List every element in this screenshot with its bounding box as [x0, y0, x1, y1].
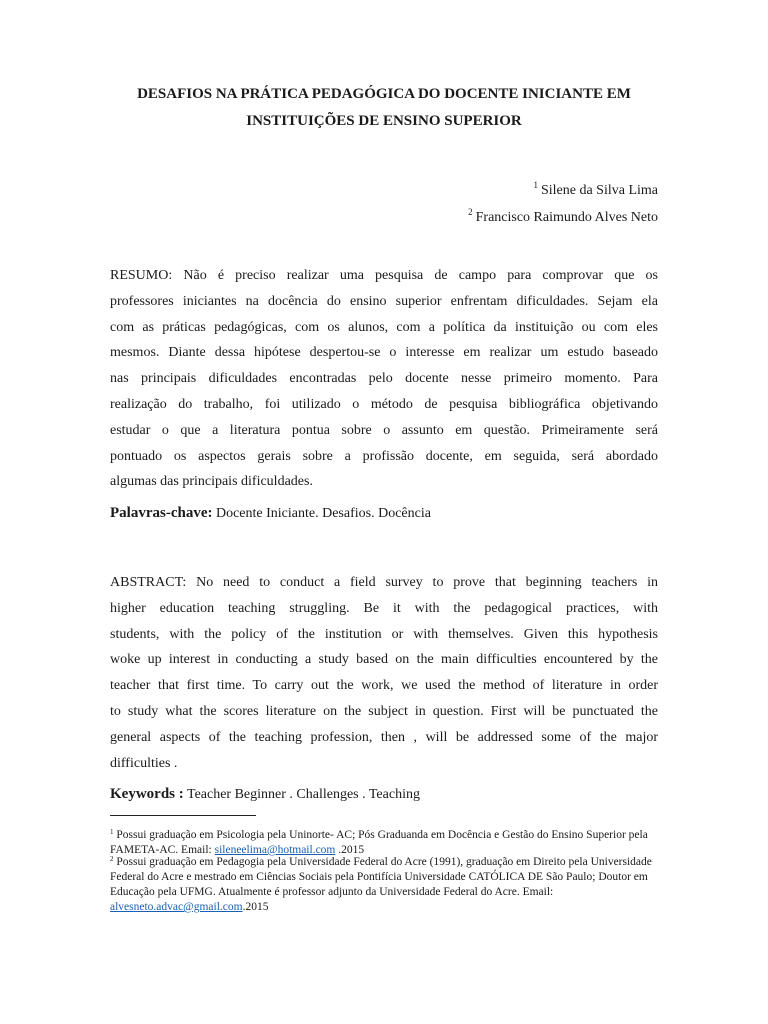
author-1-name: Silene da Silva Lima: [540, 183, 658, 198]
keywords-text: Teacher Beginner . Challenges . Teaching: [183, 787, 420, 802]
footnote-1-email-link[interactable]: sileneelima@hotmail.com: [214, 844, 336, 856]
footnote-2: [110, 852, 658, 915]
footnote-2-mark: 2: [110, 855, 114, 863]
title-line-2: INSTITUIÇÕES DE ENSINO SUPERIOR: [246, 113, 522, 129]
abstract-line: students, with the policy of the institution or with themselves. Given this hypothesis: [110, 626, 658, 642]
footnote-1-year: .2015: [335, 844, 365, 856]
keywords-label: Keywords :: [110, 786, 184, 802]
palavras-chave: [110, 505, 658, 522]
resumo-line: realização do trabalho, foi utilizado o método de pesquisa bibliográfica objetivando: [110, 396, 658, 412]
abstract-line: woke up interest in conducting a study based on the main difficulties encountered by the: [110, 652, 658, 668]
abstract-line: general aspects of the teaching profession, then , will be addressed some of the major: [110, 729, 658, 745]
footnote-divider: [110, 815, 256, 816]
palavras-chave-label: Palavras-chave:: [110, 505, 213, 521]
author-2-name: Francisco Raimundo Alves Neto: [475, 210, 658, 225]
footnote-1-mark: 1: [110, 828, 114, 836]
author-1-mark: 1: [533, 180, 538, 190]
resumo-line: com as práticas pedagógicas, com os alunos, com a política da instituição ou com eles: [110, 319, 658, 335]
abstract-paragraph: [110, 570, 658, 776]
resumo-line: professores iniciantes na docência do ensino superior enfrentam dificuldades. Sejam ela: [110, 293, 658, 309]
abstract-line: teacher that first time. To carry out the work, we used the method of literature in order: [110, 678, 658, 694]
resumo-line: nas principais dificuldades encontradas pelo docente nesse primeiro momento. Para: [110, 371, 658, 387]
resumo-paragraph: [110, 263, 658, 495]
abstract-line: difficulties .: [110, 755, 178, 771]
resumo-line: RESUMO: Não é preciso realizar uma pesquisa de campo para comprovar que os: [110, 268, 658, 283]
title-line-1: DESAFIOS NA PRÁTICA PEDAGÓGICA DO DOCENTE INICIANTE EM: [137, 86, 631, 102]
abstract-line: to study what the scores literature on the subject in question. First will be punctuated the: [110, 703, 658, 719]
resumo-line: estudar o que a literatura pontua sobre o assunto em questão. Primeiramente será: [110, 422, 658, 438]
abstract-line: ABSTRACT: No need to conduct a field survey to prove that beginning teachers in: [110, 575, 658, 590]
author-1: [533, 180, 658, 199]
footnote-2-text: Possui graduação em Pedagogia pela Universidade Federal do Acre (1991), graduação em Direito pela Universidade Federal do Acre e mestrado em Ciências Sociais pela Pontifícia Universidade CATÓLICA DE São Paulo; Doutor em Educação pela UFMG. Atualmente é professor adjunto da Universidade Federal do Acre. Email:: [110, 856, 652, 898]
footnote-2-year: .2015: [242, 901, 269, 913]
abstract-line: higher education teaching struggling. Be it with the pedagogical practices, with: [110, 600, 658, 616]
author-2-mark: 2: [468, 207, 473, 217]
author-2: [468, 207, 658, 226]
palavras-chave-text: Docente Iniciante. Desafios. Docência: [212, 506, 431, 521]
resumo-line: pontuado os aspectos gerais sobre a profissão docente, em seguida, será abordado: [110, 448, 658, 464]
footnote-2-email-link[interactable]: alvesneto.advac@gmail.com: [110, 901, 243, 913]
paper-title: [110, 81, 658, 135]
footnote-1-text: Possui graduação em Psicologia pela Uninorte- AC; Pós Graduanda em Docência e Gestão do Ensino Superior pela FAMETA-AC. Email:: [110, 829, 648, 856]
keywords: [110, 786, 658, 803]
resumo-line: mesmos. Diante dessa hipótese despertou-se o interesse em realizar um estudo baseado: [110, 345, 658, 361]
resumo-line: algumas das principais dificuldades.: [110, 474, 313, 490]
